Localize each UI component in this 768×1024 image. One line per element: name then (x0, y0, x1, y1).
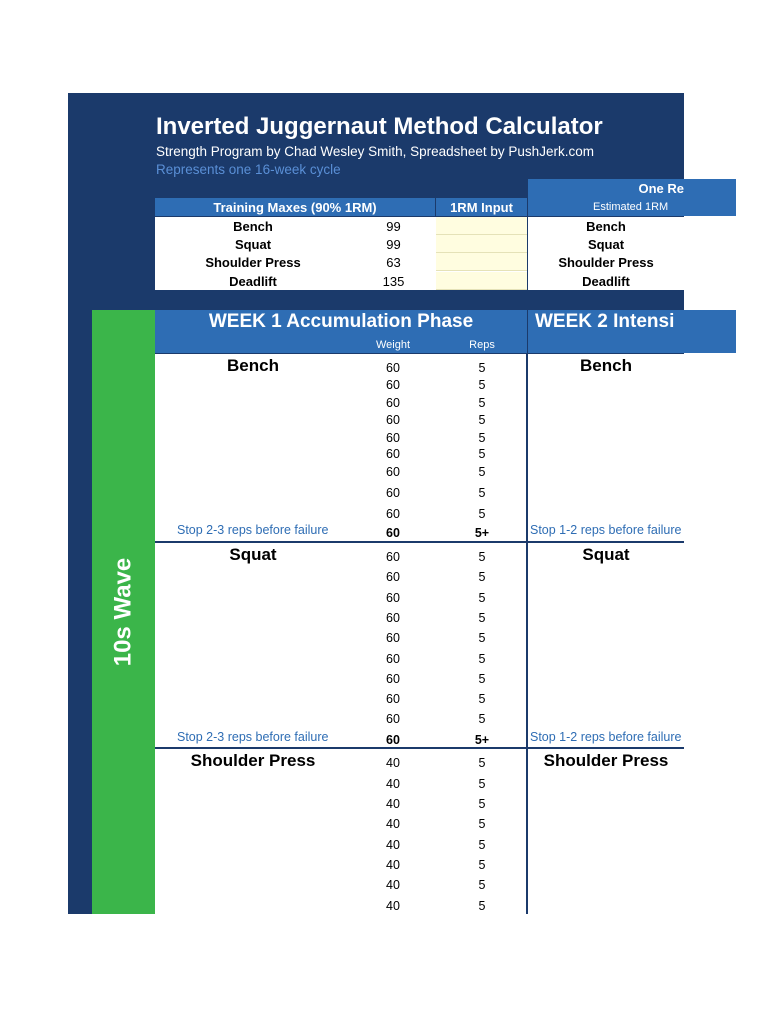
exercise-title: Bench (580, 356, 632, 375)
set-reps: 5 (478, 550, 486, 564)
set-reps: 5 (478, 465, 486, 479)
set-weight: 60 (386, 465, 400, 479)
set-weight: 60 (386, 652, 400, 666)
set-reps: 5 (478, 396, 486, 410)
set-weight: 40 (386, 797, 400, 811)
set-weight: 60 (386, 431, 400, 445)
training-maxes-header: Training Maxes (90% 1RM) (155, 198, 435, 216)
set-reps: 5 (478, 817, 486, 831)
set-reps: 5 (478, 878, 486, 892)
1rm-input-squat[interactable] (436, 235, 527, 253)
set-reps: 5 (478, 838, 486, 852)
set-weight: 60 (386, 361, 400, 375)
wave-label: 10s Wave (109, 557, 137, 667)
final-reps: 5+ (474, 526, 490, 540)
block-divider (155, 541, 684, 543)
exercise-title: Shoulder Press (190, 751, 316, 770)
set-reps: 5 (478, 413, 486, 427)
training-max-value: 99 (386, 218, 401, 234)
set-weight: 60 (386, 507, 400, 521)
one-rm-title: One Re (528, 179, 736, 198)
set-weight: 40 (386, 838, 400, 852)
lift-label: Shoulder Press (558, 254, 654, 270)
set-weight: 60 (386, 550, 400, 564)
set-reps: 5 (478, 858, 486, 872)
training-max-value: 63 (386, 254, 401, 270)
set-weight: 60 (386, 591, 400, 605)
set-weight: 60 (386, 378, 400, 392)
page-title: Inverted Juggernaut Method Calculator (156, 113, 603, 140)
set-reps: 5 (478, 672, 486, 686)
set-weight: 60 (386, 672, 400, 686)
set-reps: 5 (478, 692, 486, 706)
set-reps: 5 (478, 797, 486, 811)
set-weight: 60 (386, 712, 400, 726)
exercise-title: Bench (227, 356, 279, 375)
set-reps: 5 (478, 756, 486, 770)
set-reps: 5 (478, 431, 486, 445)
set-weight: 60 (386, 570, 400, 584)
final-reps: 5+ (474, 733, 490, 747)
set-reps: 5 (478, 611, 486, 625)
set-weight: 40 (386, 817, 400, 831)
wave-label-container (92, 310, 155, 914)
failure-note: Stop 2-3 reps before failure (177, 730, 329, 744)
set-reps: 5 (478, 486, 486, 500)
set-weight: 40 (386, 899, 400, 913)
final-weight: 60 (386, 733, 400, 747)
set-weight: 40 (386, 756, 400, 770)
lift-label: Deadlift (582, 273, 630, 289)
weight-col-header: Weight (375, 339, 411, 351)
week1-title: WEEK 1 Accumulation Phase (208, 311, 474, 332)
lift-label: Deadlift (229, 273, 277, 289)
set-weight: 60 (386, 486, 400, 500)
set-weight: 60 (386, 692, 400, 706)
exercise-title: Squat (582, 545, 630, 564)
set-reps: 5 (478, 631, 486, 645)
set-reps: 5 (478, 507, 486, 521)
week2-title: WEEK 2 Intensi (535, 311, 675, 332)
exercise-title: Squat (229, 545, 277, 564)
failure-note: Stop 1-2 reps before failure (530, 523, 682, 537)
1rm-input-header: 1RM Input (436, 198, 527, 216)
lift-label: Shoulder Press (205, 254, 301, 270)
set-reps: 5 (478, 652, 486, 666)
lift-label: Bench (233, 218, 273, 234)
lift-label: Squat (587, 236, 625, 252)
lift-label: Bench (586, 218, 626, 234)
set-reps: 5 (478, 361, 486, 375)
set-reps: 5 (478, 777, 486, 791)
set-weight: 40 (386, 878, 400, 892)
reps-col-header: Reps (469, 339, 495, 351)
cycle-note: Represents one 16-week cycle (156, 162, 341, 177)
1rm-input-shoulder-press[interactable] (436, 253, 527, 271)
set-reps: 5 (478, 591, 486, 605)
set-weight: 60 (386, 413, 400, 427)
training-max-value: 99 (386, 236, 401, 252)
set-reps: 5 (478, 570, 486, 584)
1rm-input-deadlift[interactable] (436, 272, 527, 290)
exercise-title: Shoulder Press (543, 751, 669, 770)
final-weight: 60 (386, 526, 400, 540)
set-weight: 60 (386, 447, 400, 461)
set-weight: 40 (386, 858, 400, 872)
set-weight: 40 (386, 777, 400, 791)
training-max-value: 135 (382, 273, 405, 289)
set-weight: 60 (386, 396, 400, 410)
failure-note: Stop 2-3 reps before failure (177, 523, 329, 537)
week2-body (528, 354, 684, 914)
set-reps: 5 (478, 378, 486, 392)
set-weight: 60 (386, 631, 400, 645)
set-reps: 5 (478, 712, 486, 726)
1rm-input-bench[interactable] (436, 217, 527, 235)
page-subtitle: Strength Program by Chad Wesley Smith, Spreadsheet by PushJerk.com (156, 144, 594, 159)
column-divider (526, 354, 528, 914)
estimated-1rm-header: Estimated 1RM (528, 198, 736, 216)
failure-note: Stop 1-2 reps before failure (530, 730, 682, 744)
set-reps: 5 (478, 899, 486, 913)
block-divider (155, 747, 684, 749)
set-weight: 60 (386, 611, 400, 625)
lift-label: Squat (234, 236, 272, 252)
set-reps: 5 (478, 447, 486, 461)
